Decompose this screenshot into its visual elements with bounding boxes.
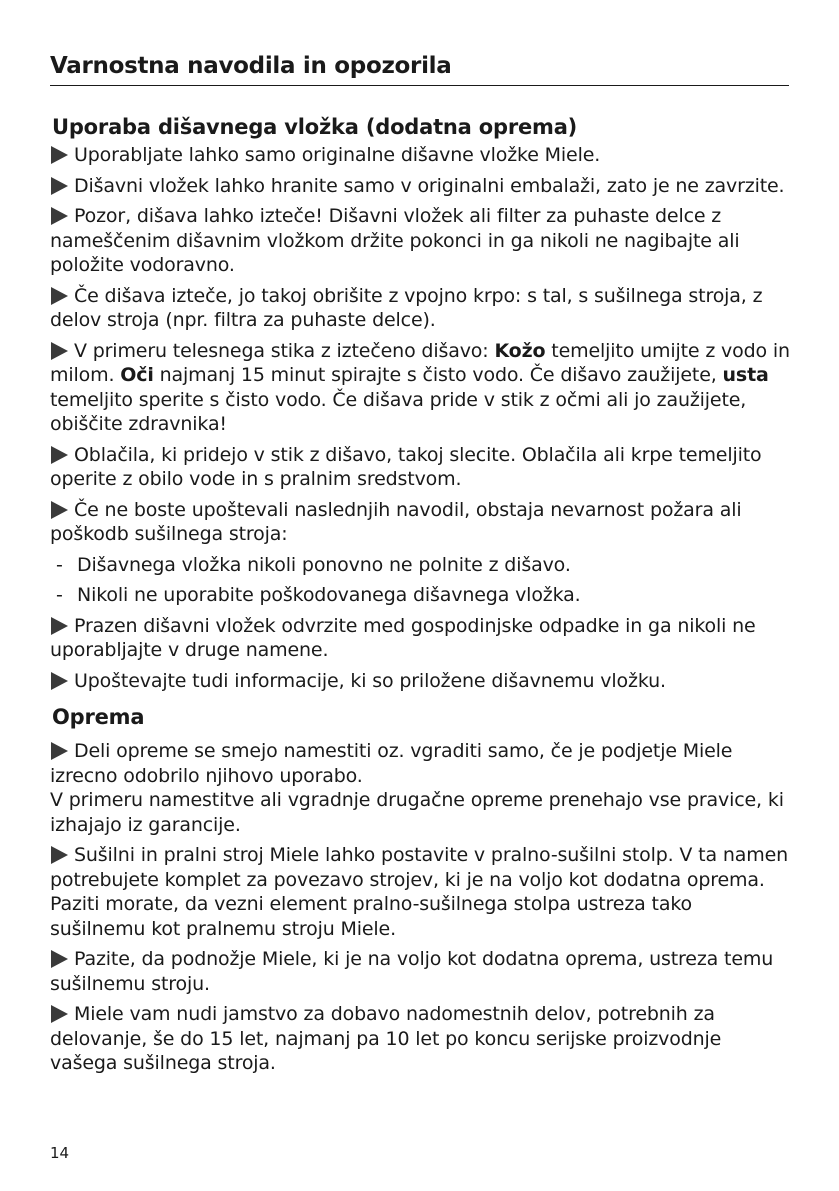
paragraph: Deli opreme se smejo namestiti oz. vgraditi samo, če je podjetje Miele izrecno odobrilo njihovo uporabo. — [50, 740, 733, 787]
arrow-bullet-icon — [51, 287, 68, 305]
paragraph: Uporabljate lahko samo originalne dišavne vložke Miele. — [50, 143, 790, 168]
section-heading-fragrance: Uporaba dišavnega vložka (dodatna oprema) — [52, 115, 578, 139]
page-number: 14 — [50, 1144, 70, 1162]
paragraph: Miele vam nudi jamstvo za dobavo nadomestnih delov, potrebnih za delovanje, še do 15 let, najmanj pa 10 let po koncu serijske proizvodnje vašega sušilnega stroja. — [50, 1003, 722, 1074]
arrow-bullet-icon — [51, 742, 68, 760]
arrow-bullet-icon — [51, 1005, 68, 1023]
arrow-bullet-icon — [51, 617, 68, 635]
paragraph: Oblačila, ki pridejo v stik z dišavo, takoj slecite. Oblačila ali krpe temeljito operite z obilo vode in s pralnim sredstvom. — [50, 443, 762, 490]
section-heading-accessories: Oprema — [52, 705, 145, 729]
arrow-bullet-icon — [51, 672, 68, 690]
paragraph: Sušilni in pralni stroj Miele lahko postavite v pralno-sušilni stolp. V ta namen potrebujete komplet za povezavo strojev, ki je na voljo kot dodatna oprema. Paziti morate, da vezni element pralno-sušilnega stolpa ustreza tako sušilnemu kot pralnemu stroju Miele. — [50, 844, 789, 940]
arrow-bullet-icon — [51, 177, 68, 195]
arrow-bullet-icon — [51, 446, 68, 464]
arrow-bullet-icon — [51, 146, 68, 164]
arrow-bullet-icon — [51, 501, 68, 519]
paragraph: Prazen dišavni vložek odvrzite med gospodinjske odpadke in ga nikoli ne uporabljajte v druge namene. — [50, 614, 756, 661]
arrow-bullet-icon — [51, 846, 68, 864]
arrow-bullet-icon — [51, 950, 68, 968]
paragraph: Pazite, da podnožje Miele, ki je na voljo kot dodatna oprema, ustreza temu sušilnemu stroju. — [50, 948, 774, 995]
arrow-bullet-icon — [51, 342, 68, 360]
content — [50, 113, 790, 1082]
paragraph: Če dišava izteče, jo takoj obrišite z vpojno krpo: s tal, s sušilnega stroja, z delov stroja (npr. filtra za puhaste delce). — [50, 284, 763, 331]
page-header — [50, 53, 789, 86]
paragraph: V primeru namestitve ali vgradnje drugačne opreme prenehajo vse pravice, ki izhajajo iz garancije. — [50, 789, 784, 836]
arrow-bullet-icon — [51, 207, 68, 225]
paragraph: Pozor, dišava lahko izteče! Dišavni vložek ali filter za puhaste delce z nameščenim dišavnim vložkom držite pokonci in ga nikoli ne nagibajte ali položite vodoravno. — [50, 205, 740, 276]
page-title: Varnostna navodila in opozorila — [50, 53, 452, 79]
paragraph: Upoštevajte tudi informacije, ki so priložene dišavnemu vložku. — [50, 669, 790, 694]
paragraph: V primeru telesnega stika z iztečeno dišavo: Kožo temeljito umijte z vodo in milom. Oči najmanj 15 minut spirajte s čisto vodo. Če dišavo zaužijete, usta temeljito sperite s čisto vodo. Če dišava pride v stik z očmi ali jo zaužijete, obiščite zdravnika! — [50, 339, 790, 435]
list-item: - Dišavnega vložka nikoli ponovno ne polnite z dišavo. — [56, 553, 571, 576]
list-item: - Nikoli ne uporabite poškodovanega dišavnega vložka. — [56, 584, 581, 606]
paragraph: Dišavni vložek lahko hranite samo v originalni embalaži, zato je ne zavrzite. — [50, 174, 790, 199]
paragraph: Če ne boste upoštevali naslednjih navodil, obstaja nevarnost požara ali poškodb sušilnega stroja: — [50, 498, 742, 545]
